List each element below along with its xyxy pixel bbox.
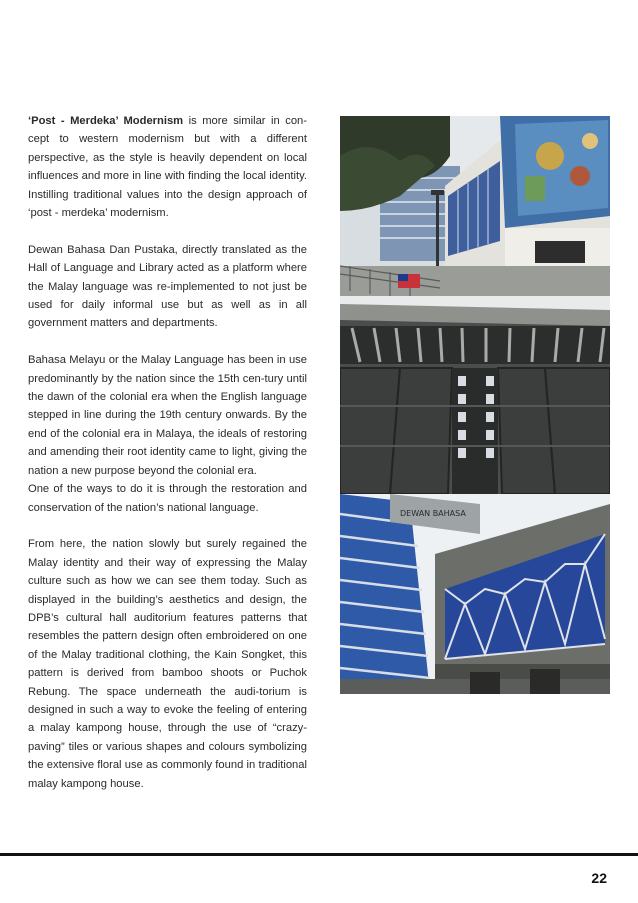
photo-songket-pattern-building xyxy=(340,494,610,694)
intro-lead-phrase: ‘Post - Merdeka’ Modernism xyxy=(28,115,184,127)
photo-column xyxy=(340,116,610,694)
paragraph-dewan-bahasa: Dewan Bahasa Dan Pustaka, directly translated as the Hall of Language and Library acted as a platform where the Malay language was re-implemented to not just be used for daily informal use but as well as in all government matters and departments. xyxy=(28,243,307,330)
paragraph-restoration: One of the ways to do it is through the restoration and conservation of the nation’s national language. xyxy=(28,483,307,514)
footer-divider xyxy=(0,853,638,856)
photo-dark-facade xyxy=(340,296,610,494)
photo-building-mural xyxy=(340,116,610,296)
building-sign-text: DEWAN BAHASA xyxy=(400,509,466,518)
paragraph-intro xyxy=(28,112,307,222)
article-text-column xyxy=(28,112,307,793)
intro-body: is more similar in con-cept to western modernism but with a different perspective, as the style is heavily dependent on local influences and more in line with finding the local identity. Instilling traditional values into the design approach of ‘post - merdeka’ modernism. xyxy=(28,115,307,220)
page-number: 22 xyxy=(591,870,607,886)
paragraph-malay-identity: From here, the nation slowly but surely regained the Malay identity and their way of expressing the Malay culture such as how we can see them today. Such as displayed in the building’s aesthetics and design, the DPB’s cultural hall auditorium features patterns that resembles the pattern design often embroidered on one of the Malay traditional clothing, the Kain Songket, this pattern is derived from bamboo shoots or Puchok Rebung. The space underneath the audi-torium is designed in such a way to evoke the feeling of entering a malay kampong house, through the use of “crazy-paving” tiles or various shapes and colours symbolizing the extensive floral use as commonly found in traditional malay kampong house. xyxy=(28,538,307,790)
paragraph-malay-language: Bahasa Melayu or the Malay Language has been in use predominantly by the nation since the 15th cen-tury until the dawn of the colonial era when the English language stepped in line during the 19th century onwards. By the end of the colonial era in Malaya, the ideals of restoring and amending their root identity came to light, giving the nation a new purpose beyond the colonial era. xyxy=(28,354,307,477)
